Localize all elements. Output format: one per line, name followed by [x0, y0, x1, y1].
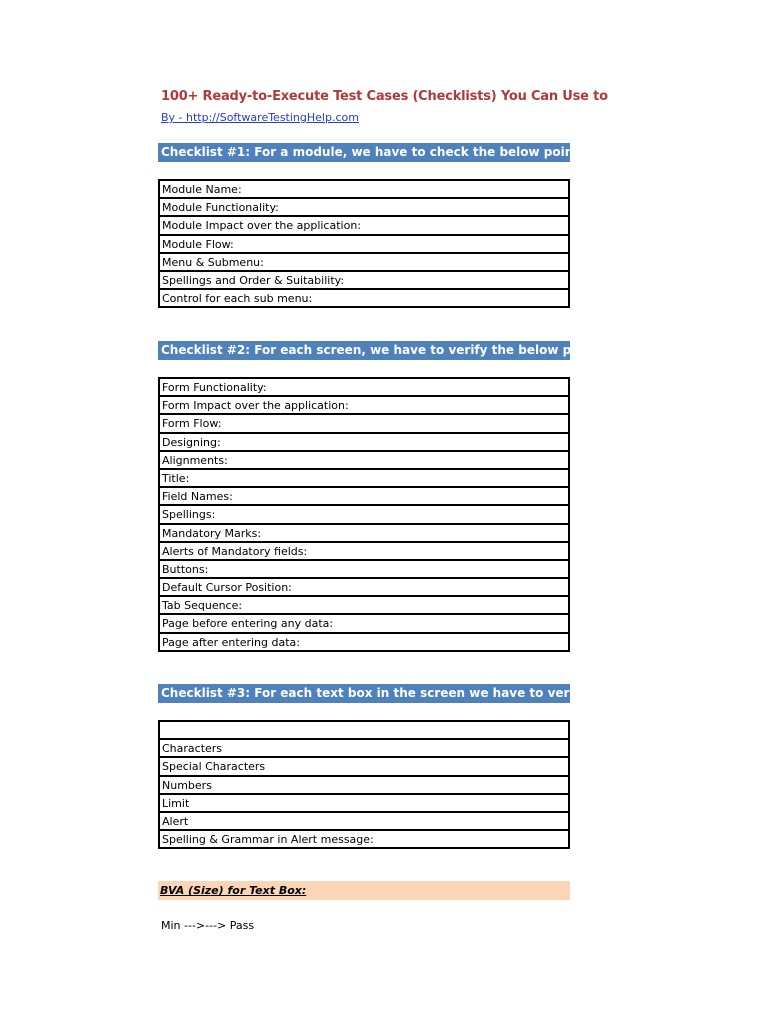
- checklist-row[interactable]: Module Functionality:: [160, 199, 568, 217]
- checklist-3-table: [158, 720, 570, 849]
- checklist-2-table: [158, 377, 570, 652]
- checklist-row[interactable]: Title:: [160, 470, 568, 488]
- checklist-row[interactable]: Special Characters: [160, 758, 568, 776]
- checklist-row[interactable]: Alerts of Mandatory fields:: [160, 543, 568, 561]
- checklist-1-table: [158, 179, 570, 308]
- checklist-row[interactable]: Spellings:: [160, 506, 568, 524]
- checklist-row[interactable]: Page after entering data:: [160, 634, 568, 652]
- checklist-3-header: Checklist #3: For each text box in the screen we have to verify the below: [158, 684, 570, 703]
- checklist-row[interactable]: Module Flow:: [160, 236, 568, 254]
- document-title: 100+ Ready-to-Execute Test Cases (Checklists) You Can Use to: [161, 89, 608, 104]
- checklist-row[interactable]: [160, 722, 568, 740]
- bva-line: Min --->---> Pass: [161, 919, 255, 932]
- source-link[interactable]: By - http://SoftwareTestingHelp.com: [161, 111, 359, 124]
- checklist-1-header: Checklist #1: For a module, we have to check the below points: [158, 143, 570, 162]
- checklist-row[interactable]: Limit: [160, 795, 568, 813]
- checklist-row[interactable]: Module Name:: [160, 181, 568, 199]
- checklist-row[interactable]: Spellings and Order & Suitability:: [160, 272, 568, 290]
- spreadsheet-sheet: [158, 0, 658, 1024]
- checklist-row[interactable]: Numbers: [160, 777, 568, 795]
- checklist-2-header: Checklist #2: For each screen, we have to verify the below points: [158, 341, 570, 360]
- checklist-row[interactable]: Default Cursor Position:: [160, 579, 568, 597]
- checklist-row[interactable]: Form Impact over the application:: [160, 397, 568, 415]
- checklist-row[interactable]: Mandatory Marks:: [160, 525, 568, 543]
- checklist-row[interactable]: Form Functionality:: [160, 379, 568, 397]
- checklist-row[interactable]: Form Flow:: [160, 415, 568, 433]
- checklist-row[interactable]: Alert: [160, 813, 568, 831]
- checklist-row[interactable]: Control for each sub menu:: [160, 290, 568, 308]
- checklist-row[interactable]: Page before entering any data:: [160, 615, 568, 633]
- checklist-row[interactable]: Characters: [160, 740, 568, 758]
- checklist-row[interactable]: Module Impact over the application:: [160, 217, 568, 235]
- checklist-row[interactable]: Buttons:: [160, 561, 568, 579]
- checklist-row[interactable]: Designing:: [160, 434, 568, 452]
- checklist-row[interactable]: Menu & Submenu:: [160, 254, 568, 272]
- checklist-row[interactable]: Field Names:: [160, 488, 568, 506]
- bva-header: BVA (Size) for Text Box:: [158, 881, 570, 900]
- checklist-row[interactable]: Tab Sequence:: [160, 597, 568, 615]
- checklist-row[interactable]: Spelling & Grammar in Alert message:: [160, 831, 568, 849]
- checklist-row[interactable]: Alignments:: [160, 452, 568, 470]
